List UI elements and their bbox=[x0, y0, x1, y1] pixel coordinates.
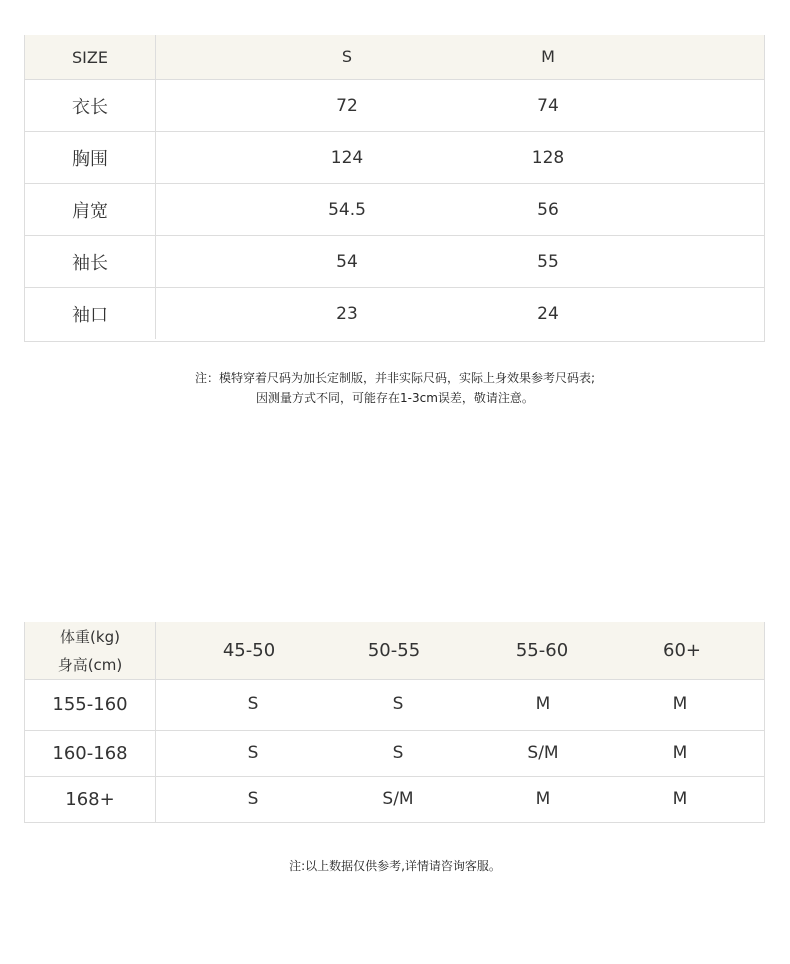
recommended-size: S bbox=[247, 788, 259, 809]
measurement-label: 袖口 bbox=[25, 288, 156, 339]
measurement-value-s: 72 bbox=[336, 95, 358, 116]
table-row bbox=[25, 131, 764, 183]
table-row bbox=[25, 679, 764, 730]
size-header-m: M bbox=[541, 47, 555, 66]
recommended-size: S bbox=[247, 694, 259, 714]
size-header-label: SIZE bbox=[25, 35, 156, 79]
measurement-value-s: 23 bbox=[336, 303, 358, 324]
weight-range-header: 50-55 bbox=[367, 639, 421, 661]
table-row bbox=[25, 776, 764, 822]
recommended-size: S bbox=[247, 742, 259, 763]
height-range-label: 160-168 bbox=[25, 731, 156, 776]
size-chart-table bbox=[24, 35, 765, 342]
measurement-label: 衣长 bbox=[25, 80, 156, 131]
recommended-size: M bbox=[672, 694, 688, 714]
measurement-value-s: 54.5 bbox=[328, 199, 366, 220]
fit-recommendation-table bbox=[24, 622, 765, 823]
recommended-size: S bbox=[392, 694, 404, 714]
weight-header-label: 体重(kg) bbox=[60, 627, 120, 646]
table-row bbox=[25, 235, 764, 287]
measurement-value-m: 56 bbox=[537, 199, 559, 220]
size-note-line-1: 注：模特穿着尺码为加长定制版，并非实际尺码，实际上身效果参考尺码表; bbox=[194, 371, 596, 385]
recommended-size: M bbox=[535, 694, 551, 714]
measurement-label: 袖长 bbox=[25, 236, 156, 287]
table-row bbox=[25, 730, 764, 776]
fit-header-label bbox=[25, 622, 156, 679]
measurement-value-s: 124 bbox=[330, 147, 364, 168]
table-row bbox=[25, 183, 764, 235]
recommended-size: M bbox=[535, 788, 551, 809]
measurement-value-m: 128 bbox=[531, 147, 565, 168]
measurement-value-m: 24 bbox=[537, 303, 559, 324]
recommended-size: S/M bbox=[382, 788, 414, 809]
fit-note: 注:以上数据仅供参考,详情请咨询客服。 bbox=[289, 859, 501, 873]
recommended-size: M bbox=[672, 742, 688, 763]
weight-range-header: 55-60 bbox=[515, 639, 569, 661]
measurement-value-s: 54 bbox=[336, 251, 358, 272]
fit-table-header-row bbox=[25, 622, 764, 679]
height-header-label: 身高(cm) bbox=[57, 655, 123, 674]
size-note bbox=[0, 368, 790, 408]
weight-range-header: 60+ bbox=[663, 639, 701, 661]
measurement-label: 肩宽 bbox=[25, 184, 156, 235]
recommended-size: S bbox=[392, 742, 404, 763]
table-row bbox=[25, 79, 764, 131]
measurement-value-m: 74 bbox=[537, 95, 559, 116]
recommended-size: S/M bbox=[527, 742, 559, 763]
recommended-size: M bbox=[672, 788, 688, 809]
measurement-value-m: 55 bbox=[537, 251, 559, 272]
measurement-label: 胸围 bbox=[25, 132, 156, 183]
size-chart-header-row bbox=[25, 35, 764, 79]
weight-range-header: 45-50 bbox=[222, 639, 276, 661]
size-note-line-2: 因测量方式不同，可能存在1-3cm误差，敬请注意。 bbox=[256, 391, 534, 405]
height-range-label: 155-160 bbox=[25, 680, 156, 730]
table-row bbox=[25, 287, 764, 339]
size-header-s: S bbox=[341, 47, 353, 66]
height-range-label: 168+ bbox=[25, 777, 156, 822]
